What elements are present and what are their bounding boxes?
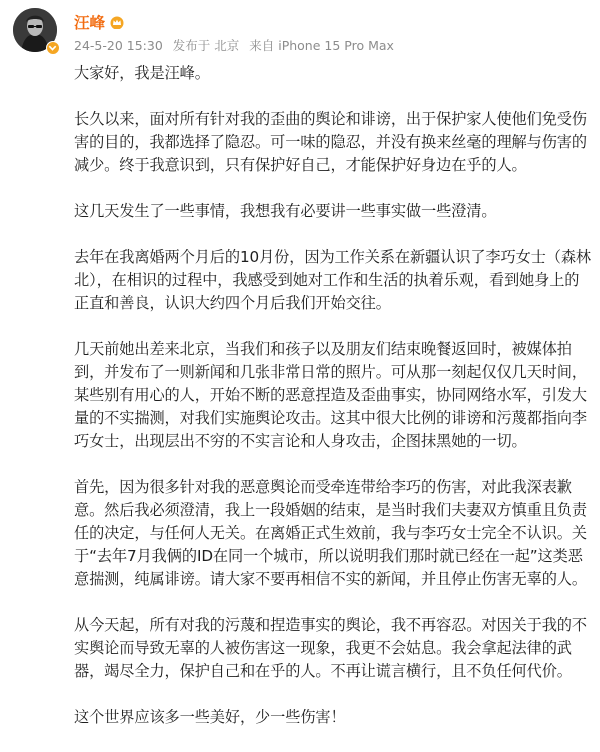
post-header [0, 0, 600, 60]
crown-icon [109, 15, 125, 29]
post-paragraph: 从今天起，所有对我的污蔑和捏造事实的舆论，我不再容忍。对因关于我的不实舆论而导致无辜的人被伤害这一现象，我更不会姑息。我会拿起法律的武器，竭尽全力，保护自己和在乎的人。不再让谎言横行，且不负任何代价。 [74, 616, 587, 680]
post-paragraph: 首先，因为很多针对我的恶意舆论而受牵连带给李巧的伤害，对此我深表歉意。然后我必须澄清，我上一段婚姻的结束，是当时我们夫妻双方慎重且负责任的决定，与任何人无关。在离婚正式生效前，我与李巧女士完全不认识。关于“去年7月我俩的ID在同一个城市，所以说明我们那时就已经在一起”这类恶意揣测，纯属诽谤。请大家不要再相信不实的新闻，并且停止伤害无辜的人。 [74, 478, 587, 588]
post-meta [74, 36, 394, 54]
post-paragraph: 这几天发生了一些事情，我想我有必要讲一些事实做一些澄清。 [74, 202, 497, 220]
post-source: 来自 iPhone 15 Pro Max [249, 38, 394, 53]
post-paragraph: 大家好，我是汪峰。 [74, 64, 210, 82]
post-location: 发布于 北京 [172, 38, 240, 53]
post-paragraph: 这个世界应该多一些美好，少一些伤害！ [74, 708, 346, 726]
verified-badge-icon [46, 41, 60, 55]
post-paragraph: 几天前她出差来北京，当我们和孩子以及朋友们结束晚餐返回时，被媒体拍到，并发布了一则新闻和几张非常日常的照片。可从那一刻起仅仅几天时间，某些别有用心的人，开始不断的恶意捏造及歪曲事实，协同网络水军，引发大量的不实揣测，对我们实施舆论攻击。这其中很大比例的诽谤和污蔑都指向李巧女士，出现层出不穷的不实言论和人身攻击，企图抹黑她的一切。 [74, 340, 587, 450]
author-name-row [74, 11, 125, 33]
post-timestamp: 24-5-20 15:30 [74, 38, 163, 53]
post-paragraph: 去年在我离婚两个月后的10月份，因为工作关系在新疆认识了李巧女士（森林北），在相识的过程中，我感受到她对工作和生活的执着乐观，看到她身上的正直和善良，认识大约四个月后我们开始交往。 [74, 248, 592, 312]
author-name[interactable]: 汪峰 [74, 14, 106, 32]
post-paragraph: 长久以来，面对所有针对我的歪曲的舆论和诽谤，出于保护家人使他们免受伤害的目的，我都选择了隐忍。可一味的隐忍，并没有换来丝毫的理解与伤害的减少。终于我意识到，只有保护好自己，才能保护好身边在乎的人。 [74, 110, 587, 174]
post-body [74, 62, 594, 752]
